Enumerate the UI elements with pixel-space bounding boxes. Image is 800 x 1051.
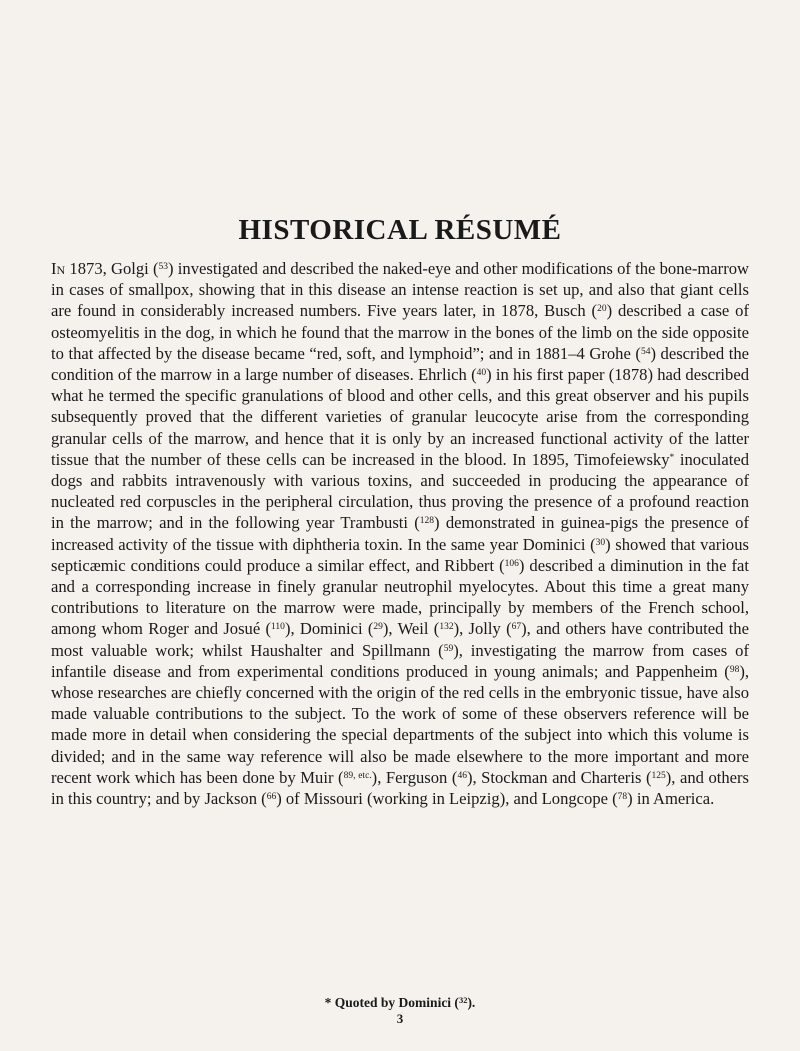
reference-number: 40	[476, 368, 487, 379]
text-segment: ) described a case of osteomyelitis in the dog, in which he found that the marrow in the bones of the limb on the side opposite to that affected by the disease became “red, soft, and lymphoid”; and in 1881–4 Grohe (	[51, 301, 749, 363]
reference-number: 128	[419, 516, 435, 527]
reference-number: 89, etc.	[343, 770, 372, 781]
text-segment: ) of Missouri (working in Leipzig), and Longcope (	[276, 789, 618, 809]
text-segment: ), and others have contributed the most valuable work; whilst Haushalter and Spillmann (	[51, 619, 749, 660]
reference-number: 98	[729, 664, 740, 675]
text-segment: 1873, Golgi (	[65, 259, 159, 278]
text-segment: ) demonstrated in guinea-pigs the presence of increased activity of the tissue with diphtheria toxin. In the same year Dominici (	[51, 513, 749, 554]
reference-number: 67	[511, 622, 522, 633]
reference-number: 30	[595, 537, 606, 548]
reference-number: 29	[373, 622, 383, 633]
reference-number: 20	[597, 304, 607, 315]
text-segment: ) in America.	[627, 789, 715, 809]
page-number: 3	[396, 1011, 404, 1026]
reference-number: 53	[158, 262, 169, 272]
reference-number: 78	[617, 792, 628, 803]
text-segment: ), Weil (	[382, 619, 440, 639]
text-segment: ) investigated and described the naked-eye and other modifications of the bone-marrow in cases of smallpox, showing that in this disease an intense reaction is set up, and also that giant cells are found in considerably increased numbers. Five years later, in 1878, Busch (	[51, 259, 750, 321]
text-segment: ), and others in this country; and by Jackson (	[51, 767, 750, 809]
text-segment: ) described the condition of the marrow in a large number of diseases. Ehrlich (	[51, 343, 749, 385]
reference-number: 46	[457, 770, 467, 781]
text-segment: ) showed that various septicæmic conditions could produce a similar effect, and Ribbert (	[51, 534, 749, 575]
text-segment: ), whose researches are chiefly concerned with the origin of the red cells in the embryonic tissue, have also made valuable contributions to the subject. To the work of some of these observers reference will be made more in detail when considering the special departments of the subject into which this volume is divided; and in the same way reference will also be made elsewhere to the more important and more recent work which has been done by Muir (	[51, 661, 749, 787]
reference-number: 106	[504, 558, 519, 569]
text-segment: ) described a diminution in the fat and a corresponding increase in finely granular neutrophil myelocytes. About this time a great many contributions to literature on the marrow were made, principally by members of the French school, among whom Roger and Josué (	[51, 555, 749, 639]
footnote-close: ).	[467, 995, 476, 1010]
reference-number: 125	[651, 770, 666, 781]
text-segment: ), investigating the marrow from cases of infantile disease and from experimental conditions produced in young animals; and Pappenheim (	[51, 640, 749, 681]
footnote-text: * Quoted by Dominici (	[324, 995, 459, 1010]
reference-number: 110	[271, 622, 285, 633]
reference-number: 54	[640, 346, 651, 357]
footnote	[0, 995, 800, 1011]
reference-number: 66	[266, 792, 277, 803]
body-paragraph	[51, 258, 749, 809]
text-segment: inoculated dogs and rabbits intravenously with various toxins, and succeeded in producing the appearance of nucleated red corpuscles in the peripheral circulation, thus proving the presence of a profound reaction in the marrow; and in the following year Trambusti (	[51, 449, 749, 533]
text-segment: ), Stockman and Charteris (	[466, 767, 652, 787]
opening-word: In	[51, 259, 66, 278]
footnote-marker: *	[669, 452, 675, 463]
text-segment: ) in his first paper (1878) had described what he termed the specific granulations of blood and other cells, and this great observer and his pupils subsequently proved that the different varieties of granular leucocyte arise from the corresponding granular cells of the marrow, and hence that it is only by an increased functional activity of the latter tissue that the number of these cells can be increased in the blood. In 1895, Timofeiewsky	[51, 365, 749, 469]
text-segment: ), Jolly (	[453, 619, 512, 639]
text-segment: ), Ferguson (	[371, 767, 458, 787]
footnote-reference: 32	[458, 995, 468, 1005]
reference-number: 132	[439, 622, 454, 633]
chapter-title: HISTORICAL RÉSUMÉ	[238, 214, 562, 246]
text-segment: ), Dominici (	[284, 619, 374, 639]
reference-number: 59	[443, 643, 454, 654]
